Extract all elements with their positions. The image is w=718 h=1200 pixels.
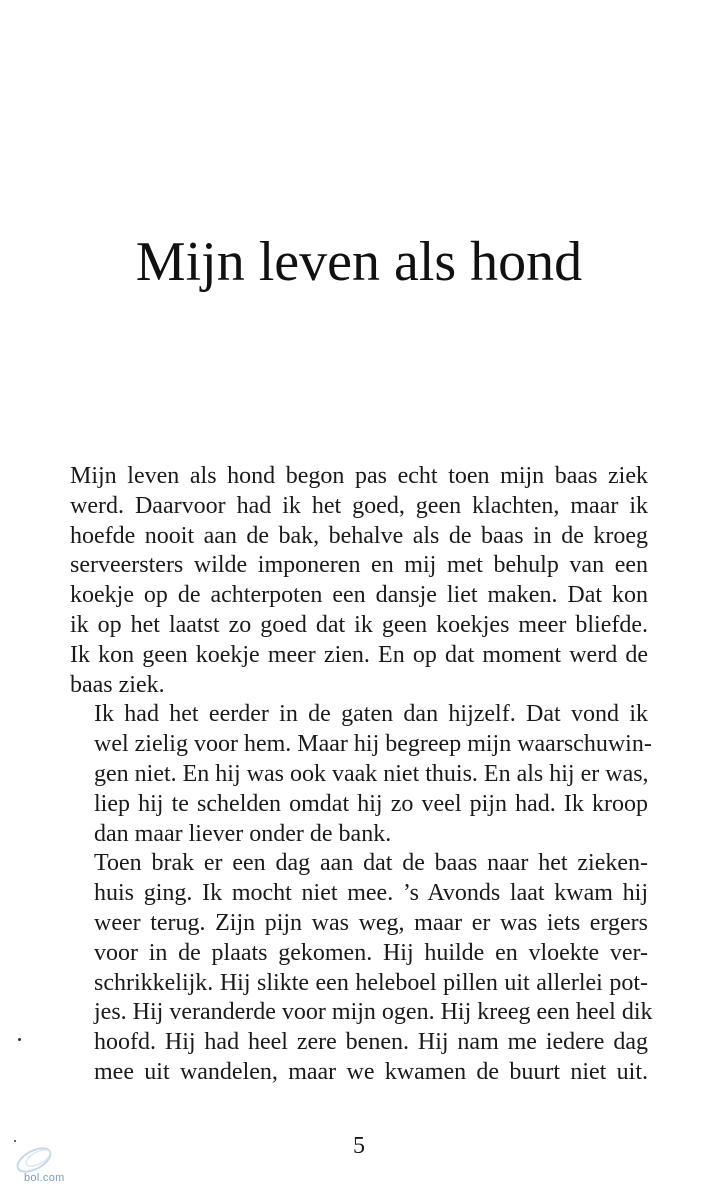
body-text [70,462,653,1088]
text-line: Mijn leven als hond begon pas echt toen mijn baas ziek [70,463,648,489]
text-line: Ik kon geen koekje meer zien. En op dat moment werd de [70,641,648,668]
text-line: baas ziek. [70,671,165,698]
chapter-title: Mijn leven als hond [135,231,583,293]
text-line: werd. Daarvoor had ik het goed, geen klachten, maar ik [70,492,648,519]
paragraph-3 [70,849,653,1087]
text-line: koekje op de achterpoten een dansje liet maken. Dat kon [70,582,648,609]
text-line: liep hij te schelden omdat hij zo veel pijn had. Ik kroop [94,790,648,817]
watermark-logo [4,1138,80,1194]
text-line: hoofd. Hij had heel zere benen. Hij nam me iedere dag [94,1029,648,1056]
watermark-text: bol.com [24,1172,65,1184]
text-line: huis ging. Ik mocht niet mee. ’s Avonds laat kwam hij [94,880,648,907]
text-line: gen niet. En hij was ook vaak niet thuis. En als hij er was, [94,760,649,787]
text-line: ik op het laatst zo goed dat ik geen koekjes meer bliefde. [70,611,648,638]
paragraph-2 [70,700,652,849]
page-number: 5 [353,1133,365,1159]
text-line: mee uit wandelen, maar we kwamen de buurt niet uit. [94,1058,648,1085]
text-line: hoefde nooit aan de bak, behalve als de baas in de kroeg [70,522,648,549]
text-line: jes. Hij veranderde voor mijn ogen. Hij kreeg een heel dik [94,999,653,1026]
text-line: voor in de plaats gekomen. Hij huilde en vloekte ver- [94,939,648,966]
text-line: schrikkelijk. Hij slikte een heleboel pillen uit allerlei pot- [94,969,648,996]
paragraph-1 [70,462,648,700]
text-line: wel zielig voor hem. Maar hij begreep mijn waarschuwin- [94,731,652,758]
text-line: Ik had het eerder in de gaten dan hijzelf. Dat vond ik [94,701,648,728]
text-line: serveersters wilde imponeren en mij met behulp van een [70,552,648,579]
text-line: dan maar liever onder de bank. [94,820,392,847]
text-line: Toen brak er een dag aan dat de baas naar het zieken- [94,850,648,877]
scan-speck [18,1038,21,1041]
text-line: weer terug. Zijn pijn was weg, maar er was iets ergers [94,909,648,936]
